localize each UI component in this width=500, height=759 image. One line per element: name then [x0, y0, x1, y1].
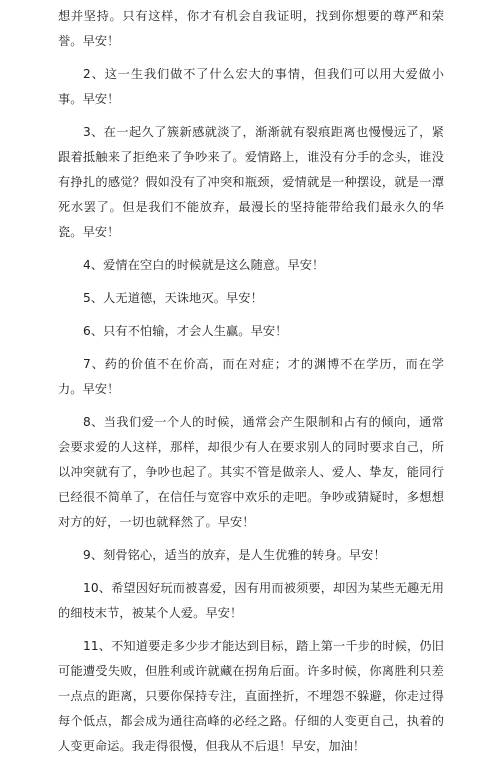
document-body [58, 0, 444, 759]
paragraph-3: 3、在一起久了簇新感就淡了，渐渐就有裂痕距离也慢慢远了，紧跟着抵触来了拒绝来了争吵来了。爱情路上，谁没有分手的念头，谁没有挣扎的感觉？假如没有了冲突和瓶颈，爱情就是一种摆设，就是一潭死水罢了。但是我们不能放弃，最漫长的坚持能带给我们最永久的华瓷。早安！ [58, 125, 444, 239]
paragraph-10: 10、希望因好玩而被喜爱，因有用而被须要，却因为某些无趣无用的细枝末节，被某个人爱。早安！ [58, 581, 444, 620]
paragraph-5: 5、人无道德，天诛地灭。早安！ [83, 291, 263, 305]
paragraph-9: 9、刻骨铭心，适当的放弃，是人生优雅的转身。早安！ [83, 548, 386, 562]
paragraph-11: 11、不知道要走多少步才能达到目标，踏上第一千步的时候，仍旧可能遭受失败，但胜利或许就藏在拐角后面。许多时候，你离胜利只差一点点的距离，只要你保持专注，直面挫折，不埋怨不躲避，你走过得每个低点，都会成为通往高峰的必经之路。仔细的人变更自己，执着的人变更命运。我走得很慢，但我从不后退！早安，加油！ [58, 639, 444, 753]
paragraph-6: 6、只有不怕输，才会人生赢。早安！ [83, 324, 288, 338]
paragraph-continuation: 想并坚持。只有这样，你才有机会自我证明，找到你想要的尊严和荣誉。早安！ [58, 9, 444, 48]
paragraph-7: 7、药的价值不在价高，而在对症；才的渊博不在学历，而在学力。早安！ [58, 357, 444, 396]
paragraph-8: 8、当我们爱一个人的时候，通常会产生限制和占有的倾向，通常会要求爱的人这样，那样，却很少有人在要求别人的同时要求自己，所以冲突就有了，争吵也起了。其实不管是做亲人、爱人、挚友，能同行已经很不简单了，在信任与宽容中欢乐的走吧。争吵或猜疑时，多想想对方的好，一切也就释然了。早安！ [58, 415, 444, 529]
paragraph-2: 2、这一生我们做不了什么宏大的事情，但我们可以用大爱做小事。早安！ [58, 67, 444, 106]
paragraph-4: 4、爱情在空白的时候就是这么随意。早安！ [83, 258, 325, 272]
